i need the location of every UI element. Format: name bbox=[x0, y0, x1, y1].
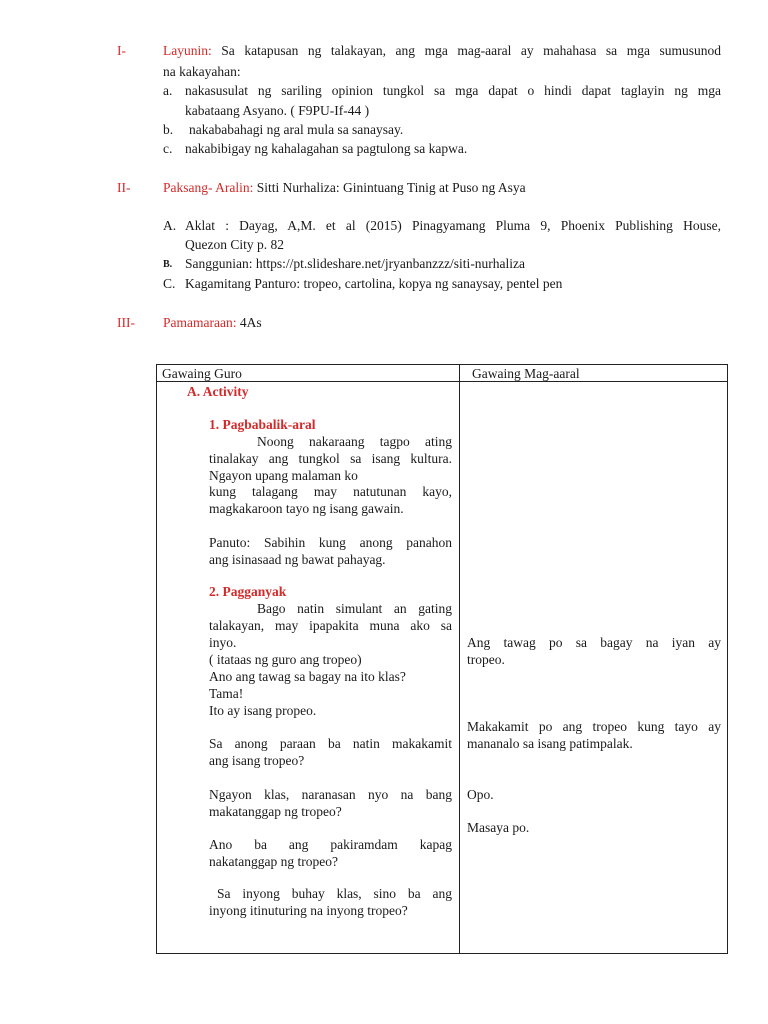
panuto-line-2: ang isinasaad ng bawat pahayag. bbox=[209, 552, 386, 567]
motivation-line-1: Bago natin simulant an gating bbox=[257, 601, 452, 616]
section-2-heading bbox=[163, 180, 526, 196]
motivation-line-7: Ito ay isang propeo. bbox=[209, 703, 317, 718]
section-1-heading bbox=[163, 43, 721, 59]
question-3-line-2: nakatanggap ng tropeo? bbox=[209, 854, 338, 869]
answer-1-line-1: Ang tawag po sa bagay na iyan ay bbox=[467, 635, 721, 650]
motivation-line-5: Ano ang tawag sa bagay na ito klas? bbox=[209, 669, 406, 684]
review-line-3: Ngayon upang malaman ko bbox=[209, 468, 358, 483]
material-b-text: Sanggunian: https://pt.slideshare.net/jryanbanzzz/siti-nurhaliza bbox=[185, 256, 526, 271]
activity-heading: A. Activity bbox=[187, 384, 249, 399]
section-2-label: Paksang- Aralin: bbox=[163, 180, 254, 195]
section-1-label: Layunin: bbox=[163, 43, 212, 58]
section-1-number: I- bbox=[117, 43, 126, 58]
section-3-text: 4As bbox=[239, 315, 262, 330]
motivation-line-2: talakayan, may ipapakita muna ako sa bbox=[209, 618, 452, 633]
question-4-line-1: Sa inyong buhay klas, sino ba ang bbox=[217, 886, 452, 901]
answer-3: Opo. bbox=[467, 787, 494, 802]
question-2-line-1: Ngayon klas, naranasan nyo na bang bbox=[209, 787, 452, 802]
review-line-5: magkakaroon tayo ng isang gawain. bbox=[209, 501, 404, 516]
objective-a-letter: a. bbox=[163, 83, 173, 98]
section-1-text-line2: na kakayahan: bbox=[163, 64, 241, 79]
motivation-line-6: Tama! bbox=[209, 686, 244, 701]
answer-4: Masaya po. bbox=[467, 820, 530, 835]
col-header-teacher: Gawaing Guro bbox=[162, 366, 242, 381]
material-a-letter: A. bbox=[163, 218, 177, 233]
review-heading: 1. Pagbabalik-aral bbox=[209, 417, 316, 432]
review-line-2: tinalakay ang tungkol sa isang kultura. bbox=[209, 451, 452, 466]
motivation-heading: 2. Pagganyak bbox=[209, 584, 287, 599]
answer-2-line-2: mananalo sa isang patimpalak. bbox=[467, 736, 633, 751]
section-2-number: II- bbox=[117, 180, 131, 195]
objective-a-text-line2: kabataang Asyano. ( F9PU-If-44 ) bbox=[185, 103, 370, 118]
question-4-line-2: inyong itinuturing na inyong tropeo? bbox=[209, 903, 408, 918]
answer-1-line-2: tropeo. bbox=[467, 652, 505, 667]
objective-c-letter: c. bbox=[163, 141, 173, 156]
objective-c-text: nakabibigay ng kahalagahan sa pagtulong sa kapwa. bbox=[185, 141, 468, 156]
material-a-text: Aklat : Dayag, A,M. et al (2015) Pinagyamang Pluma 9, Phoenix Publishing House, bbox=[185, 218, 721, 233]
question-1-line-2: ang isang tropeo? bbox=[209, 753, 305, 768]
section-2-text: Sitti Nurhaliza: Ginintuang Tinig at Puso ng Asya bbox=[256, 180, 526, 195]
material-c-letter: C. bbox=[163, 276, 176, 291]
section-1-text: Sa katapusan ng talakayan, ang mga mag-aaral ay mahahasa sa mga sumusunod bbox=[221, 43, 721, 58]
review-line-4: kung talagang may natutunan kayo, bbox=[209, 484, 452, 499]
question-1-line-1: Sa anong paraan ba natin makakamit bbox=[209, 736, 452, 751]
motivation-line-4: ( itataas ng guro ang tropeo) bbox=[209, 652, 362, 667]
objective-b-text: nakababahagi ng aral mula sa sanaysay. bbox=[189, 122, 404, 137]
motivation-line-3: inyo. bbox=[209, 635, 237, 650]
section-3-number: III- bbox=[117, 315, 135, 330]
answer-2-line-1: Makakamit po ang tropeo kung tayo ay bbox=[467, 719, 721, 734]
material-b-letter: B. bbox=[163, 259, 173, 270]
col-header-student: Gawaing Mag-aaral bbox=[472, 366, 580, 381]
section-3-label: Pamamaraan: bbox=[163, 315, 237, 330]
question-2-line-2: makatanggap ng tropeo? bbox=[209, 804, 342, 819]
material-a-text-line2: Quezon City p. 82 bbox=[185, 237, 284, 252]
table-column-divider bbox=[459, 364, 460, 954]
section-3-heading bbox=[163, 315, 262, 331]
question-3-line-1: Ano ba ang pakiramdam kapag bbox=[209, 837, 452, 852]
objective-a-text: nakasusulat ng sariling opinion tungkol sa mga dapat o hindi dapat taglayin ng mga bbox=[185, 83, 721, 98]
review-line-1: Noong nakaraang tagpo ating bbox=[257, 434, 452, 449]
objective-b-letter: b. bbox=[163, 122, 174, 137]
panuto-line-1: Panuto: Sabihin kung anong panahon bbox=[209, 535, 452, 550]
material-c-text: Kagamitang Panturo: tropeo, cartolina, kopya ng sanaysay, pentel pen bbox=[185, 276, 563, 291]
